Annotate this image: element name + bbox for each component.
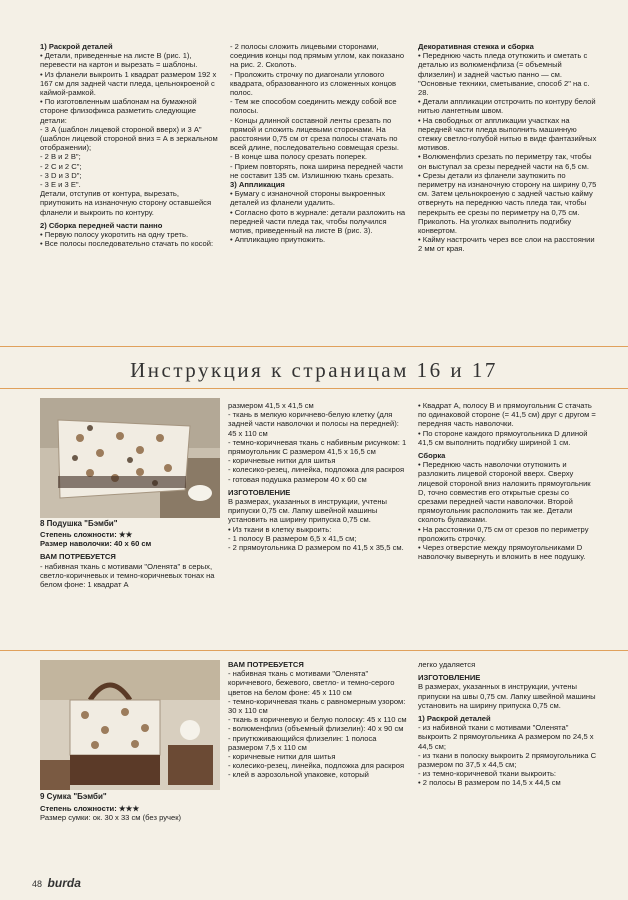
section-heading: ИЗГОТОВЛЕНИЕ: [228, 487, 291, 497]
section-heading: ИЗГОТОВЛЕНИЕ: [418, 673, 481, 683]
paragraph: - коричневые нитки для шитья: [228, 456, 336, 466]
section-heading: ВАМ ПОТРЕБУЕТСЯ: [228, 660, 304, 669]
paragraph: • Аппликацию приутюжить.: [230, 235, 326, 245]
brand-logo: burda: [47, 876, 81, 890]
paragraph: • Через отверстие между прямоугольниками D наволочку вывернуть и вложить в нее подушку.: [418, 543, 586, 562]
paragraph: - 1 полосу В размером 6,5 х 41,5 см;: [228, 533, 357, 543]
paragraph: • Из ткани в клетку выкроить:: [228, 524, 332, 534]
mid-column-2: [228, 401, 408, 552]
divider-line: [0, 388, 628, 389]
paragraph: - ткань в мелкую коричнево-белую клетку (для задней части наволочки и полосы на передней): 45 х 110 см: [228, 410, 399, 438]
paragraph: • По стороне каждого прямоугольника D длиной 41,5 см выполнить подгибку шириной 1 см.: [418, 428, 588, 447]
bottom-column-2: [228, 660, 408, 780]
pillow-caption-title: 8 Подушка "Бэмби": [40, 519, 118, 528]
paragraph: - клей в аэрозольной упаковке, который: [228, 770, 369, 780]
paragraph: - 3 D и 3 D";: [40, 170, 82, 180]
section-banner: Инструкция к страницам 16 и 17: [130, 358, 498, 382]
paragraph: - коричневые нитки для шитья: [228, 752, 336, 762]
mid-column-1: [40, 530, 220, 589]
paragraph: - 2 В и 2 В";: [40, 152, 81, 162]
paragraph: - 2 полосы сложить лицевыми сторонами, соединив концы под прямым углом, как показано на рис. 2. Сколоть.: [230, 42, 405, 70]
top-column-2: [230, 42, 408, 244]
section-heading: Степень сложности: ★★★: [40, 804, 140, 813]
section-heading: Декоративная стежка и сборка: [418, 42, 534, 51]
paragraph: • На свободных от аппликации участках на передней части пледа выполнить машинную стежку светло-голубой нитью в виде фантазийных мотивов.: [418, 115, 597, 153]
top-column-3: [418, 42, 598, 254]
paragraph: легко удаляется: [418, 660, 476, 669]
paragraph: - из ткани в полоску выкроить 2 прямоугольника С размером по 37,5 х 44,5 см;: [418, 750, 597, 770]
bag-caption: [40, 792, 220, 801]
divider-line: [0, 346, 628, 347]
paragraph: - волюменфлиз (объемный флизелин): 40 х 90 см: [228, 724, 404, 734]
bag-caption-title: 9 Сумка "Бэмби": [40, 792, 107, 801]
paragraph: размером 41,5 х 41,5 см: [228, 401, 314, 410]
paragraph: - колесико-резец, линейка, подложка для раскроя: [228, 465, 405, 475]
bottom-column-1: [40, 804, 220, 822]
paragraph: - ткань в коричневую и белую полоску: 45 х 110 см: [228, 715, 407, 725]
pillow-photo: [40, 398, 220, 518]
paragraph: - 3 Е и 3 Е".: [40, 180, 81, 190]
paragraph: Размер сумки: ок. 30 х 33 см (без ручек): [40, 813, 182, 823]
section-heading: Степень сложности: ★★: [40, 530, 133, 539]
paragraph: - В конце шва полосу срезать поперек.: [230, 152, 367, 162]
paragraph: • Бумагу с изнаночной стороны выкроенных деталей из фланели удалить.: [230, 189, 386, 208]
top-column-1: [40, 42, 220, 248]
paragraph: • Все полосы последовательно стачать по косой:: [40, 239, 214, 249]
section-heading: Сборка: [418, 451, 446, 461]
paragraph: - набивная ткань с мотивами "Оленята" коричневого, бежевого, светло- и темно-серого цветов на белом фоне: 45 х 110 см: [228, 669, 395, 697]
paragraph: • Из фланели выкроить 1 квадрат размером 192 х 167 см для задней части пледа, цельнокроеной с каймой-рамкой.: [40, 69, 217, 98]
page-footer: [32, 876, 81, 890]
paragraph: • Детали аппликации отстрочить по контуру белой нитью лангетным швом.: [418, 97, 596, 116]
paragraph: - колесико-резец, линейка, подложка для раскроя: [228, 761, 405, 771]
divider-line: [0, 650, 628, 651]
paragraph: - темно-коричневая ткань с набивным рисунком: 1 прямоугольник С размером 41,5 х 16,5 см: [228, 437, 407, 457]
paragraph: • По изготовленным шаблонам на бумажной стороне флизофикса разметить следующие детали:: [40, 97, 197, 125]
paragraph: - Проложить строчку по диагонали углового квадрата, образованного из сложенных концов полос.: [230, 69, 396, 98]
bag-photo: [40, 660, 220, 790]
paragraph: - 2 С и 2 С";: [40, 161, 82, 171]
paragraph: • Кайму настрочить через все слои на расстоянии 2 мм от края.: [418, 235, 595, 254]
paragraph: - набивная ткань с мотивами "Оленята" в серых, светло-коричневых и темно-коричневых тонах на белом фоне: 1 квадрат А: [40, 561, 215, 590]
paragraph: • Первую полосу укоротить на одну треть.: [40, 230, 189, 240]
paragraph: - из набивной ткани с мотивами "Оленята" выкроить 2 прямоугольника А размером по 24,5 х 44,5 см;: [418, 723, 594, 751]
paragraph: В размерах, указанных в инструкции, учтены припуски 0,75 см. Лапку швейной машины установить на ширину припуска 0,75 см.: [228, 497, 387, 525]
paragraph: - 2 прямоугольника D размером по 41,5 х 35,5 см.: [228, 543, 404, 553]
paragraph: - 3 А (шаблон лицевой стороной вверх) и 3 А" (шаблон лицевой стороной вниз = А в зеркальном отображении);: [40, 124, 218, 153]
section-heading: 3) Аппликация: [230, 180, 285, 190]
section-heading: Размер наволочки: 40 х 60 см: [40, 539, 152, 549]
paragraph: - Прием повторять, пока ширина передней части не составит 135 см. Излишнюю ткань срезать.: [230, 161, 403, 180]
paragraph: - из темно-коричневой ткани выкроить:: [418, 769, 557, 779]
paragraph: • Переднюю часть наволочки отутюжить и разложить лицевой стороной вверх. Сверху лицевой стороной вниз наложить прямоугольник D, точно совместив его открытые срезы со срезами передней части наволочки. Второй прямоугольник расположить так же. Детали сколоть булавками.: [418, 460, 591, 525]
paragraph: • Переднюю часть пледа отутюжить и сметать с деталью из волюменфлиза (= объемный флизелин) и задней частью панно — см. "Основные техники, сметывание, способ 2" на с. 28.: [418, 51, 590, 98]
paragraph: - Концы длинной составной ленты срезать по прямой и сложить лицевыми сторонами. На расстоянии 0,75 см от среза полосы стачать по всей длине, последовательно совмещая срезы.: [230, 115, 399, 153]
paragraph: - Тем же способом соединить между собой все полосы.: [230, 97, 397, 116]
paragraph: • На расстоянии 0,75 см от срезов по периметру проложить строчку.: [418, 524, 589, 543]
paragraph: • Квадрат А, полосу В и прямоугольник С стачать по одинаковой стороне (= 41,5 см) друг с другом = передняя часть наволочки.: [418, 401, 596, 429]
paragraph: • Волюменфлиз срезать по периметру так, чтобы он выступал за срезы передней части на 6,5 см.: [418, 152, 592, 171]
paragraph: - темно-коричневая ткань с равномерным узором: 30 х 110 см: [228, 696, 406, 716]
paragraph: • 2 полосы В размером по 14,5 х 44,5 см: [418, 778, 561, 788]
bottom-column-3: [418, 660, 598, 788]
pillow-caption: [40, 519, 220, 528]
mid-column-3: [418, 401, 598, 561]
section-heading: ВАМ ПОТРЕБУЕТСЯ: [40, 552, 116, 562]
paragraph: - готовая подушка размером 40 х 60 см: [228, 474, 367, 484]
paragraph: • Детали, приведенные на листе В (рис. 1), перевести на картон и вырезать = шаблоны.: [40, 51, 198, 70]
paragraph: В размерах, указанных в инструкции, учтены припуски на швы 0,75 см. Лапку швейной машины установить на ширину припуска 0,75 см.: [418, 682, 596, 710]
section-heading: 1) Раскрой деталей: [40, 42, 113, 51]
paragraph: - приутюживающийся флизелин: 1 полоса размером 7,5 х 110 см: [228, 733, 377, 752]
section-heading: 1) Раскрой деталей: [418, 714, 491, 724]
section-heading: 2) Сборка передней части панно: [40, 220, 163, 230]
page-number: 48: [32, 879, 43, 889]
paragraph: • Срезы детали из фланели заутюжить по периметру на изнаночную сторону на ширину 0,75 см. Затем цельнокроеную с задней частью кайму отвернуть на переднюю часть пледа так, чтобы перекрыть ее срезы по периметру на 0,75 см. Приколоть. На уголках выполнить подгибку конвертом.: [418, 170, 597, 236]
paragraph: • Согласно фото в журнале: детали разложить на передней части пледа так, чтобы получился мотив, приведенный на листе В (рис. 3).: [230, 207, 406, 236]
paragraph: Детали, отступив от контура, вырезать, приутюжить на изнаночную сторону оставшейся фланели и выкроить по контуру.: [40, 189, 212, 217]
